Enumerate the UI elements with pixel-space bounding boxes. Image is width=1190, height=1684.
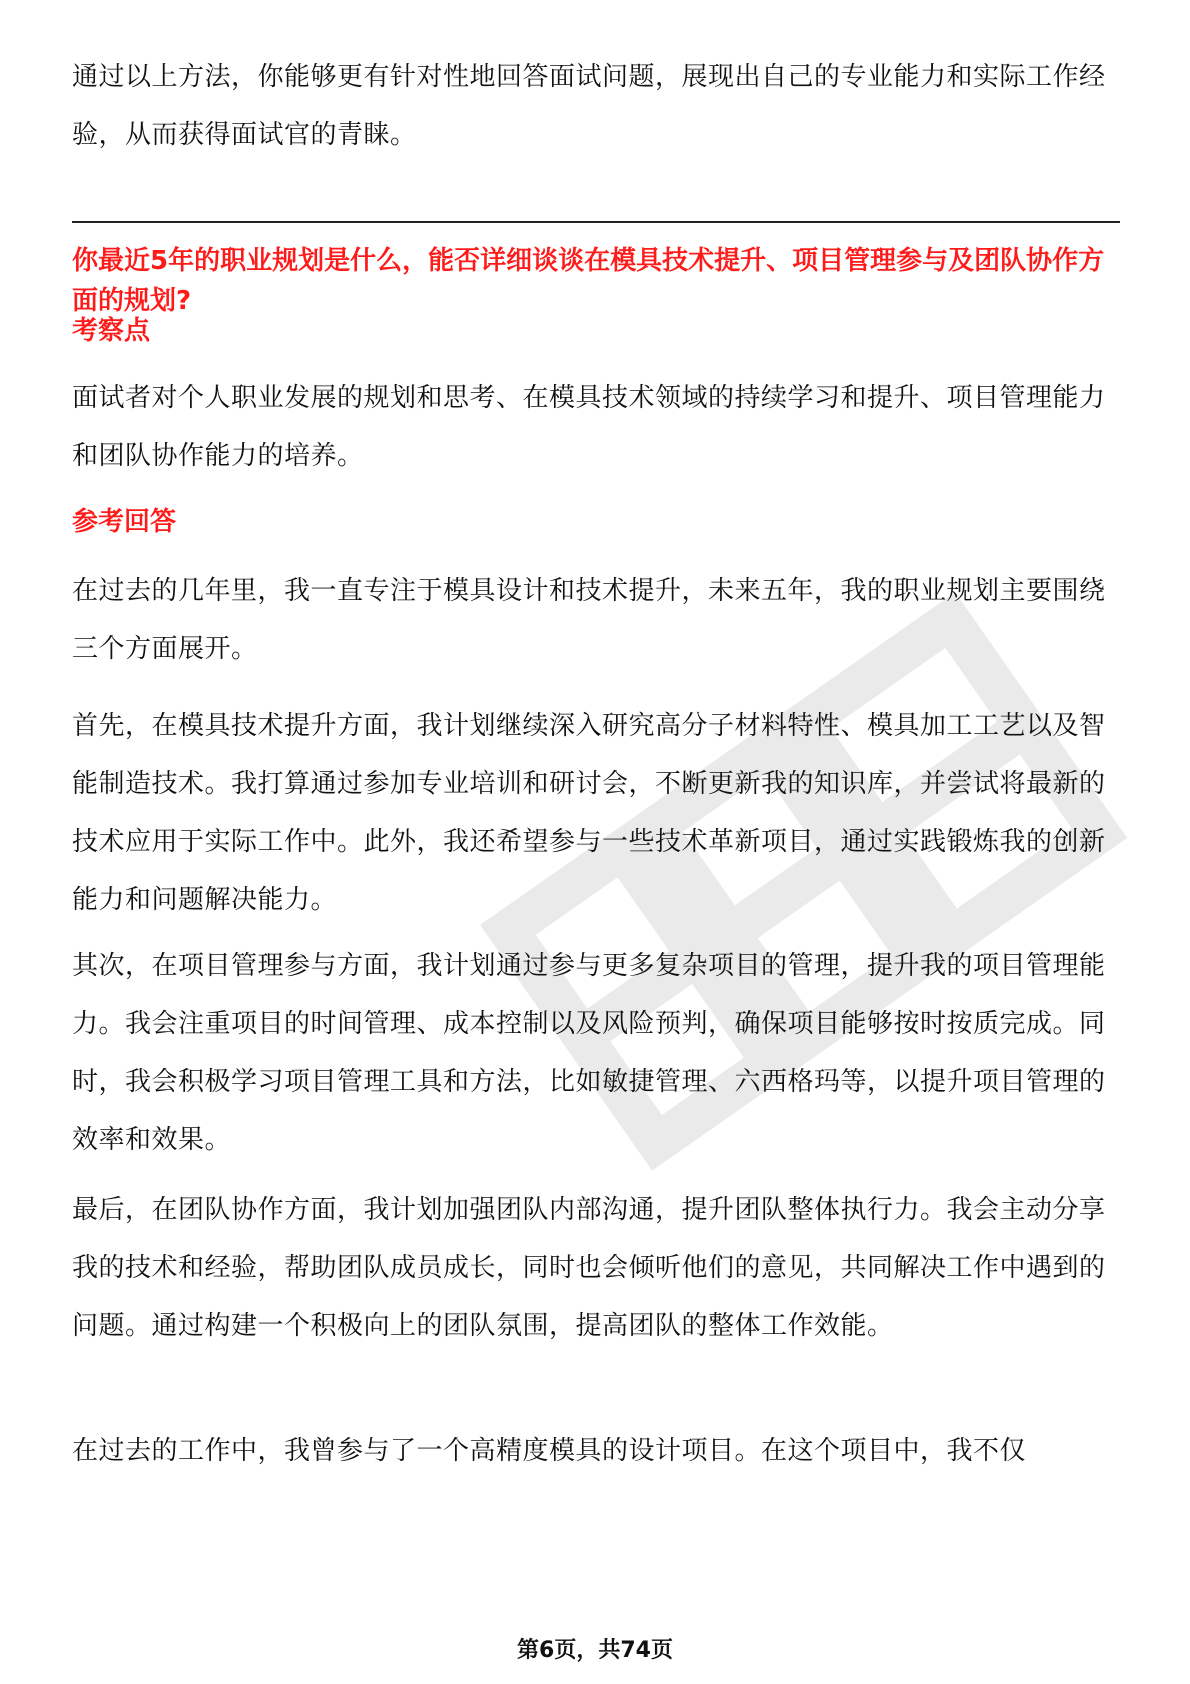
answer-heading: 参考回答 (72, 507, 177, 537)
focus-heading: 考察点 (72, 316, 151, 346)
question-heading: 你最近5年的职业规划是什么，能否详细谈谈在模具技术提升、项目管理参与及团队协作方面的规划? (72, 246, 1105, 316)
answer-paragraph: 在过去的工作中，我曾参与了一个高精度模具的设计项目。在这个项目中，我不仅 (72, 1436, 1027, 1466)
answer-paragraph: 首先，在模具技术提升方面，我计划继续深入研究高分子材料特性、模具加工工艺以及智能制造技术。我打算通过参加专业培训和研讨会，不断更新我的知识库，并尝试将最新的技术应用于实际工作中。此外，我还希望参与一些技术革新项目，通过实践锻炼我的创新能力和问题解决能力。 (72, 711, 1106, 915)
page-footer: 第6页，共74页 (517, 1638, 673, 1663)
answer-paragraph: 其次，在项目管理参与方面，我计划通过参与更多复杂项目的管理，提升我的项目管理能力。我会注重项目的时间管理、成本控制以及风险预判，确保项目能够按时按质完成。同时，我会积极学习项目管理工具和方法，比如敏捷管理、六西格玛等，以提升项目管理的效率和效果。 (72, 951, 1106, 1155)
answer-paragraph: 在过去的几年里，我一直专注于模具设计和技术提升，未来五年，我的职业规划主要围绕三个方面展开。 (72, 576, 1106, 664)
answer-paragraph: 最后，在团队协作方面，我计划加强团队内部沟通，提升团队整体执行力。我会主动分享我的技术和经验，帮助团队成员成长，同时也会倾听他们的意见，共同解决工作中遇到的问题。通过构建一个积极向上的团队氛围，提高团队的整体工作效能。 (72, 1195, 1106, 1341)
focus-text: 面试者对个人职业发展的规划和思考、在模具技术领域的持续学习和提升、项目管理能力和团队协作能力的培养。 (72, 383, 1106, 471)
intro-paragraph: 通过以上方法，你能够更有针对性地回答面试问题，展现出自己的专业能力和实际工作经验，从而获得面试官的青睐。 (72, 62, 1106, 150)
section-divider (72, 221, 1120, 223)
